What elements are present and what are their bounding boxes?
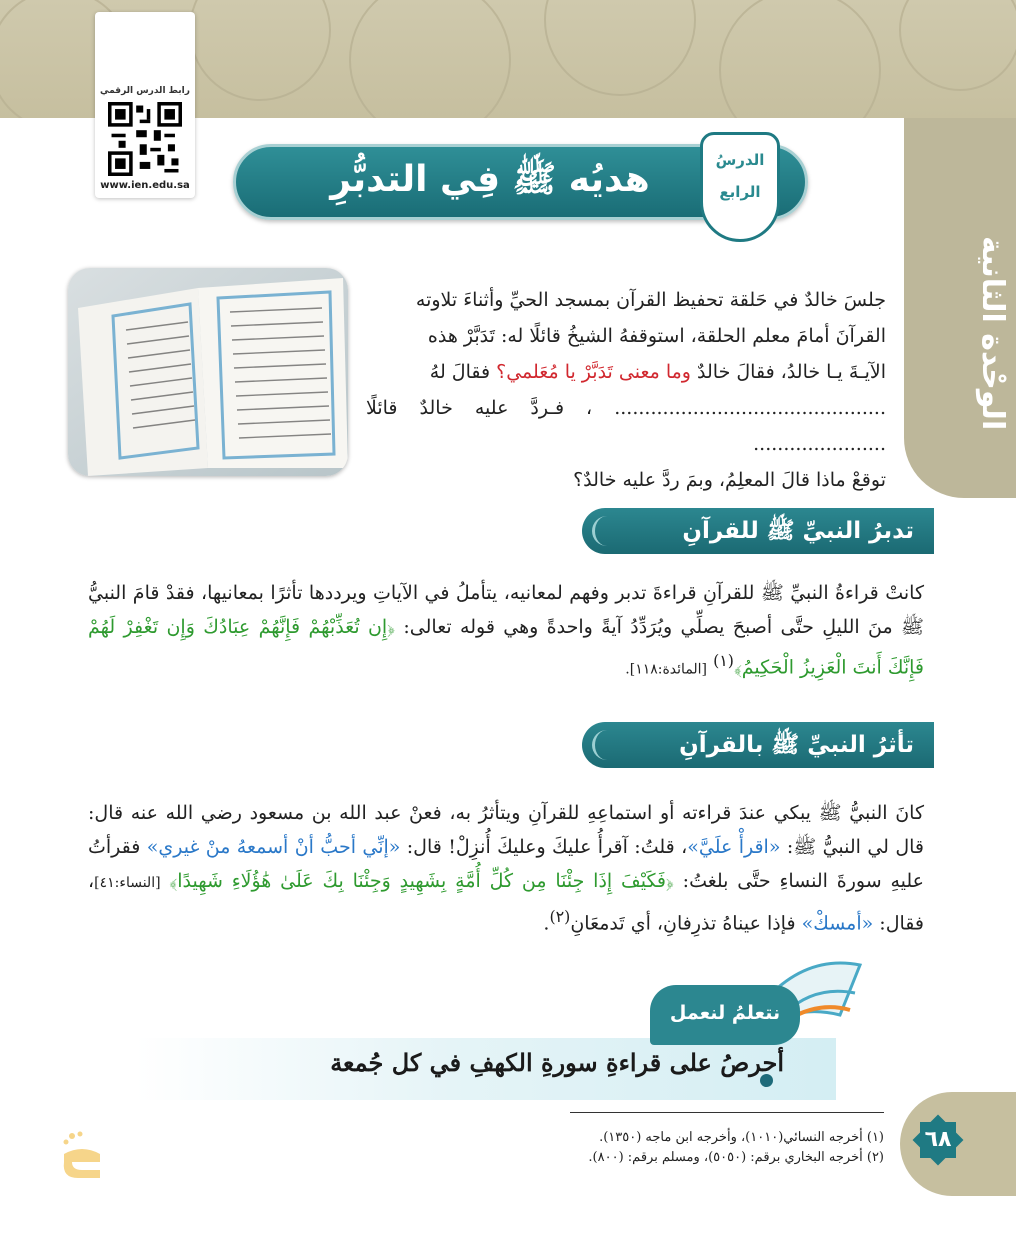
paragraph-text: ، قلتُ: آقرأُ عليكَ وعليكَ أُنزِلْ! قال: bbox=[400, 836, 688, 858]
section-heading-contemplation: تدبرُ النبيِّ ﷺ للقرآنِ bbox=[582, 508, 934, 554]
section-heading-influence: تأثرُ النبيِّ ﷺ بالقرآنِ bbox=[582, 722, 934, 768]
quran-book-photo bbox=[68, 268, 348, 476]
verse-reference: [النساء:٤١] bbox=[94, 875, 161, 891]
qr-code-icon[interactable] bbox=[108, 102, 182, 176]
qr-label: رابط الدرس الرقمي bbox=[100, 86, 190, 96]
paragraph-text: كانَ النبيُّ ﷺ يبكي عندَ قراءته أو استماعِهِ للقرآنِ ويتأثرُ به، فعنْ عبد الله بن مسعود رضي الله عنه قال: قال لي النبيُّ ﷺ: bbox=[88, 802, 925, 858]
ien-logo-icon bbox=[58, 1128, 108, 1184]
verse-reference: [المائدة:١١٨]. bbox=[625, 661, 708, 678]
paragraph-text: فإذا عيناهُ تذرِفانِ، أي تَدمعَانِ bbox=[570, 912, 802, 935]
page-number: ٦٨ bbox=[924, 1127, 952, 1152]
footnote-2: (٢) أخرجه البخاري برقم: (٥٠٥٠)، ومسلم برقم: (٨٠٠). bbox=[588, 1150, 884, 1165]
paragraph-text: فقرأتُ عليهِ سورةَ النساءِ حتَّى بلغتُ: bbox=[88, 836, 924, 892]
section-paragraph-contemplation bbox=[88, 576, 924, 686]
intro-line bbox=[366, 354, 886, 390]
hadith-quote: «اقرأْ علَيَّ» bbox=[687, 836, 781, 858]
learn-to-act-item: أحرصُ على قراءةِ سورةِ الكهفِ في كل جُمعة bbox=[330, 1048, 784, 1077]
intro-story bbox=[366, 282, 886, 498]
quran-verse: ﴿فَكَيْفَ إِذَا جِئْنَا مِن كُلِّ أُمَّةٍ بِشَهِيدٍ وَجِئْنَا بِكَ عَلَىٰ هَٰؤُلَاءِ شَهِيدًا﴾ bbox=[169, 870, 674, 892]
lesson-tag-number: الرابع bbox=[719, 183, 761, 201]
footnote-mark: (١) bbox=[713, 651, 734, 670]
paragraph-text: كانتْ قراءةُ النبيِّ ﷺ للقرآنِ قراءةَ تدبر وفهم لمعانيه، يتأملُ في الآياتِ ويرددها تأثرًا بمعانيها، فقدْ قامَ النبيُّ ﷺ منَ الليلِ حتَّى أصبحَ يصلِّي ويُرَدِّدُ آيةً واحدةً وهي قوله تعالى: bbox=[88, 582, 924, 638]
lesson-tag-label: الدرسُ bbox=[715, 151, 765, 169]
intro-text: فقالَ لهُ bbox=[429, 361, 497, 383]
footnote-divider bbox=[570, 1112, 884, 1113]
section-paragraph-influence bbox=[88, 796, 924, 940]
open-book-icon bbox=[68, 268, 348, 476]
lesson-number-tag bbox=[700, 132, 780, 242]
learn-to-act-badge: نتعلمُ لنعمل bbox=[650, 985, 800, 1045]
intro-blank-line: ............................................. ، فـردَّ عليه خالدٌ قائلًا ...................... bbox=[366, 397, 886, 455]
paragraph-text: ، فقال: bbox=[88, 870, 924, 935]
hadith-quote: «أمسكْ» bbox=[801, 912, 874, 935]
footnote-mark: (٢) bbox=[549, 907, 571, 926]
intro-line: جلسَ خالدٌ في حَلقة تحفيظ القرآن بمسجد الحيِّ وأثناءَ تلاوته bbox=[415, 289, 886, 311]
qr-url[interactable]: www.ien.edu.sa bbox=[100, 180, 190, 191]
intro-line: القرآنَ أمامَ معلم الحلقة، استوقفهُ الشيخُ قائلًا له: تَدَبَّرْ هذه bbox=[427, 325, 886, 347]
paragraph-text: . bbox=[543, 912, 550, 935]
question-highlight: وما معنى تَدَبَّرْ يا مُعَلمي؟ bbox=[496, 361, 691, 383]
intro-text: الآيـةَ يـا خالدُ، فقالَ خالدٌ bbox=[690, 361, 886, 383]
hadith-quote: «إنِّي أحبُّ أنْ أسمعهُ منْ غيري» bbox=[146, 836, 401, 858]
unit-title: الوحْدة الثانية bbox=[975, 235, 1010, 430]
qr-card[interactable] bbox=[95, 12, 195, 198]
intro-question: توقعْ ماذا قالَ المعلِمُ، وبمَ ردَّ عليه خالدٌ؟ bbox=[573, 469, 886, 491]
lesson-title: هديُه ﷺ فِي التدبُّرِ bbox=[330, 159, 650, 200]
footnotes bbox=[588, 1128, 884, 1168]
quran-verse: ﴿إِن تُعَذِّبْهُمْ فَإِنَّهُمْ عِبَادُكَ وَإِن تَغْفِرْ لَهُمْ فَإِنَّكَ أَنتَ الْعَزِيزُ الْحَكِيمُ﴾ bbox=[88, 616, 924, 679]
footnote-1: (١) أخرجه النسائي(١٠١٠)، وأخرجه ابن ماجه (١٣٥٠). bbox=[599, 1130, 884, 1145]
